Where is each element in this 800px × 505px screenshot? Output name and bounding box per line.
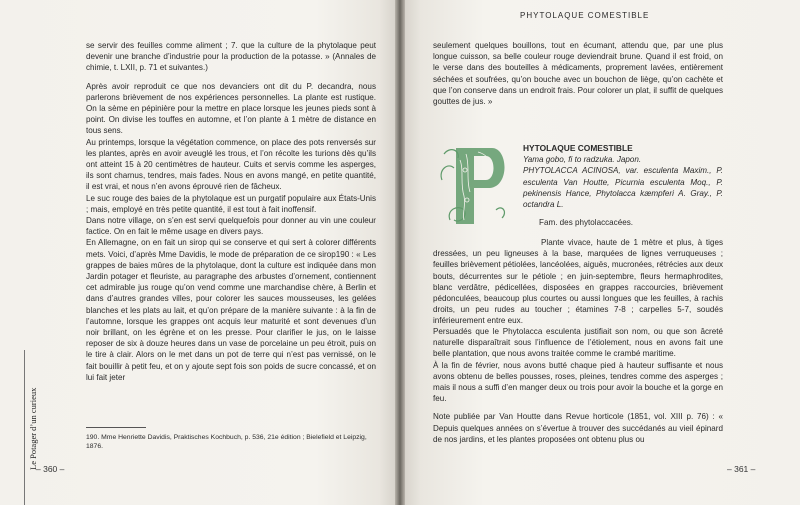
running-head: PHYTOLAQUE COMESTIBLE — [520, 11, 650, 20]
paragraph: Dans notre village, on s’en est servi quelquefois pour donner au vin une couleur factice. On en fait le même usage en divers pays. — [86, 216, 376, 237]
paragraph: Après avoir reproduit ce que nos devanciers ont dit du P. decandra, nous parlerons brièvement de nos expériences personnelles. La plante est rustique. On la sème en pépinière pour la mettre en place lorsque les jeunes pieds sont à point. On divise les touffes en automne, et l’on plante à 1 mètre de distance en tous sens. — [86, 81, 376, 136]
book-gutter — [395, 0, 405, 505]
paragraph: Note publiée par Van Houtte dans Revue horticole (1851, vol. XIII p. 76) : « Depuis quelques années on s’évertue à trouver des succédanés au vieil épinard de nos jardins, et les plantes proposées ont obtenu plus ou — [433, 412, 723, 444]
synonyms-text: PHYTOLACCA ACINOSA, var. esculenta Maxim., P. esculenta Van Houtte, Picurnia esculenta Moq., P. pekinensis Hance, Phytolacca kæmpferi A. Gray., P. octandra L. — [523, 166, 723, 210]
japanese-name-text: Yama gobo, fi to radzuka. Japon. — [523, 155, 642, 165]
paragraph: En Allemagne, on en fait un sirop qui se conserve et qui sert à colorer différents mets. Voici, d’après Mme Davidis, le mode de préparation de ce sirop190 : « Les grappes de baies mûres de la phytolaque, dont la culture est indiquée dans mon Jardin potager et fleuriste, au paragraphe des arbustes d’ornement, contiennent cet admirable jus rouge qu’on vend comme une marchandise chère, à Berlin et dans d’autres grandes villes, pour colorer les sauces mousseuses, les gelées blanches et les plats au lait, et qu’on prépare de la manière suivante : à la fin de l’automne, lorsque les grappes ont acquis leur maturité et sont devenues d’un noir brillant, on les égrène et on les presse. Pour clarifier le jus, on le laisse reposer de six à douze heures dans un vase de porcelaine un peu étroit, puis on le tire à clair. Alors on le met dans un pot de terre qui n’est pas vernissé, on le fait bouillir à petit feu, et on y ajoute sept fois son poids de sucre concassé, et on lui fait jeter — [86, 238, 376, 382]
footnote-rule — [86, 427, 146, 428]
running-title-vertical: Le Potager d’un curieux — [28, 387, 38, 470]
page-number: – 360 – — [36, 464, 65, 474]
right-page — [405, 0, 800, 505]
description: Plante vivace, haute de 1 mètre et plus, à tiges dressées, un peu ligneuses à la base, marquées de lignes verruqueuses ; feuilles brièvement pétiolées, lancéolées, aiguës, mucronées, rétrécies aux deux bouts, décurrentes sur le pétiole ; en juin-septembre, fleurs hermaphrodites, blanc verdâtre, pédicellées, disposées en grappes raccourcies, brièvement pédonculées, beaucoup plus courtes ou aussi longues que les feuilles, à rachis droits, un peu rudes au toucher ; étamines 7-8 ; carpelles 5-7, soudés inférieurement entre eux. — [433, 238, 723, 326]
footnote: 190. Mme Henriette Davidis, Praktisches Kochbuch, p. 536, 21e édition ; Bielefield et Leipzig, 1876. — [86, 434, 367, 450]
left-body — [86, 40, 376, 383]
paragraph: se servir des feuilles comme aliment ; 7. que la culture de la phytolaque peut devenir une branche d’industrie pour la production de la potasse. » (Annales de chimie, t. LXII, p. 71 et suivantes.) — [86, 41, 376, 73]
section-rule — [24, 350, 25, 505]
synonyms — [523, 165, 723, 210]
paragraph: Au printemps, lorsque la végétation commence, on place des pots renversés sur les plantes, après en avoir aveuglé les trous, et l’on récolte les turions dès qu’ils ont atteint 15 à 20 centimètres de hauteur. Cuits et servis comme les asperges, ils sont charnus, tendres, mais fades. Nous en avons mangé, en petite quantité, il est vrai, et nous n’en avons éprouvé rien de fâcheux. — [86, 137, 376, 192]
right-top-paragraph: seulement quelques bouillons, tout en écumant, attendu que, par une plus longue cuisson, sa belle couleur rouge deviendrait brune. Quand il est froid, on le verse dans des bouteilles à médicaments, proprement lavées, entièrement séchées et soufrées, qu’on bouche avec un bouchon de liège, qu’on cachète et que l’on conserve dans un endroit frais. Pour colorer un plat, il suffit de quelques gouttes de jus. » — [433, 41, 723, 107]
family: Fam. des phytolaccacées. — [539, 218, 634, 228]
left-page — [0, 0, 395, 505]
japanese-name — [523, 154, 723, 165]
page-number: – 361 – — [727, 464, 756, 474]
paragraph: Le suc rouge des baies de la phytolaque est un purgatif populaire aux États-Unis ; mais, employé en très petite quantité, il est tout à fait inoffensif. — [86, 193, 376, 214]
entry-header — [523, 143, 723, 228]
entry-title: HYTOLAQUE COMESTIBLE — [523, 143, 633, 153]
right-body — [433, 326, 723, 445]
paragraph: Persuadés que le Phytolacca esculenta justifiait son nom, ou que son âcreté naturelle disparaîtrait sous l’influence de l’étiolement, nous en avons fait une belle plantation, que nous avons traitée comme le crambé maritime. — [433, 327, 723, 359]
paragraph: À la fin de février, nous avons butté chaque pied à hauteur suffisante et nous avons obtenu de belles pousses, roses, pleines, tendres comme des asperges ; mais il nous a suffi d’en manger deux ou trois pour avoir la bouche et la gorge en feu. — [433, 360, 723, 404]
ornamental-dropcap — [436, 140, 512, 230]
